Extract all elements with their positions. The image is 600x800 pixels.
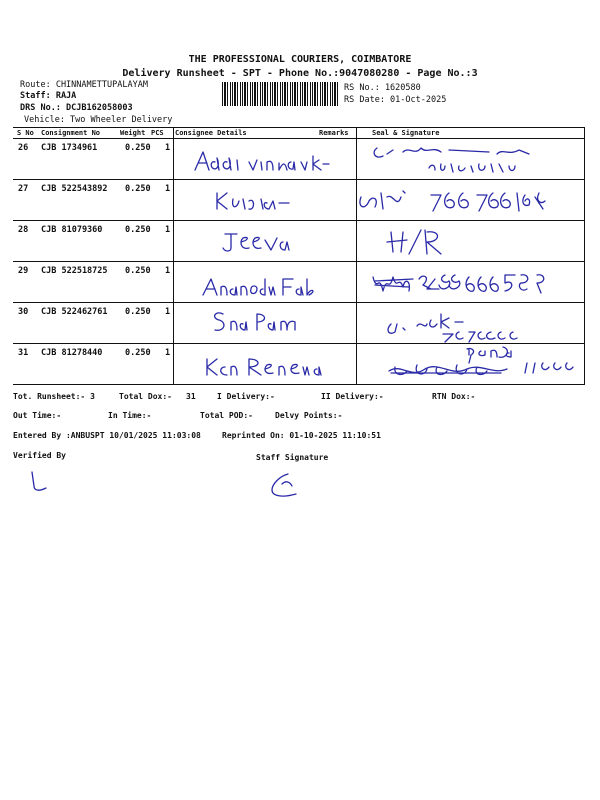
runsheet-subtitle: Delivery Runsheet - SPT - Phone No.:9047080280 - Page No.:3 bbox=[122, 68, 478, 79]
consignee-handwriting bbox=[203, 355, 333, 379]
table-row bbox=[13, 138, 585, 179]
drs-number: DRS No.: DCJB162058003 bbox=[20, 103, 133, 113]
cell-sno: 31 bbox=[18, 348, 29, 358]
header-consignment: Consignment No bbox=[41, 129, 101, 137]
seal-signature-handwriting bbox=[385, 226, 465, 256]
header-remarks: Remarks bbox=[319, 129, 349, 137]
consignee-handwriting bbox=[209, 308, 319, 334]
cell-sno: 28 bbox=[18, 225, 29, 235]
table-row bbox=[13, 220, 585, 261]
rtn-dox: RTN Dox:- bbox=[432, 392, 476, 401]
consignee-handwriting bbox=[199, 275, 319, 299]
cell-pcs: 1 bbox=[165, 225, 171, 235]
total-pod: Total POD:- bbox=[200, 411, 253, 420]
cell-pcs: 1 bbox=[165, 266, 171, 276]
cell-weight: 0.250 bbox=[125, 348, 151, 358]
cell-pcs: 1 bbox=[165, 307, 171, 317]
cell-weight: 0.250 bbox=[125, 143, 151, 153]
company-title: THE PROFESSIONAL COURIERS, COIMBATORE bbox=[188, 54, 412, 65]
table-row bbox=[13, 302, 585, 343]
entered-by: Entered By :ANBUSPT 10/01/2025 11:03:08 bbox=[13, 431, 201, 440]
cell-consignment: CJB 1734961 bbox=[41, 143, 98, 153]
cell-pcs: 1 bbox=[165, 143, 171, 153]
cell-sno: 29 bbox=[18, 266, 29, 276]
staff-signature bbox=[262, 470, 312, 502]
consignee-handwriting bbox=[191, 148, 331, 174]
header-consignee: Consignee Details bbox=[175, 129, 247, 137]
cell-consignment: CJB 81079360 bbox=[41, 225, 103, 235]
cell-consignment: CJB 522518725 bbox=[41, 266, 108, 276]
consignee-handwriting bbox=[221, 230, 301, 252]
seal-signature-handwriting bbox=[369, 267, 579, 299]
header-pcs: PCS bbox=[151, 129, 164, 137]
cell-weight: 0.250 bbox=[125, 225, 151, 235]
cell-sno: 30 bbox=[18, 307, 29, 317]
vehicle-label: Vehicle: Two Wheeler Delivery bbox=[24, 115, 173, 125]
verified-by-label: Verified By bbox=[13, 451, 66, 460]
staff-label: Staff: RAJA bbox=[20, 91, 77, 101]
first-delivery: I Delivery:- bbox=[217, 392, 275, 401]
table-row bbox=[13, 261, 585, 302]
total-dox-label: Total Dox:- bbox=[119, 392, 172, 401]
delivery-points: Delvy Points:- bbox=[275, 411, 343, 420]
cell-weight: 0.250 bbox=[125, 307, 151, 317]
rs-number: RS No.: 1620580 bbox=[344, 83, 421, 93]
table-row bbox=[13, 343, 585, 384]
out-time: Out Time:- bbox=[13, 411, 62, 420]
rs-date: RS Date: 01-Oct-2025 bbox=[344, 95, 447, 105]
reprinted-on: Reprinted On: 01-10-2025 11:10:51 bbox=[222, 431, 381, 440]
runsheet-table bbox=[13, 127, 585, 384]
seal-signature-handwriting bbox=[353, 183, 573, 217]
in-time: In Time:- bbox=[108, 411, 152, 420]
total-runsheet: Tot. Runsheet:- 3 bbox=[13, 392, 95, 401]
seal-signature-handwriting bbox=[381, 345, 581, 381]
table-row bbox=[13, 179, 585, 220]
staff-signature-label: Staff Signature bbox=[256, 453, 329, 462]
cell-weight: 0.250 bbox=[125, 184, 151, 194]
consignee-handwriting bbox=[213, 189, 293, 213]
seal-signature-handwriting bbox=[369, 142, 569, 178]
seal-signature-handwriting bbox=[383, 306, 573, 340]
cell-pcs: 1 bbox=[165, 184, 171, 194]
cell-consignment: CJB 81278440 bbox=[41, 348, 103, 358]
cell-sno: 26 bbox=[18, 143, 29, 153]
header-sno: S No bbox=[17, 129, 34, 137]
header-weight: Weight bbox=[120, 129, 146, 137]
header-seal-signature: Seal & Signature bbox=[372, 129, 440, 137]
cell-consignment: CJB 522462761 bbox=[41, 307, 108, 317]
second-delivery: II Delivery:- bbox=[321, 392, 384, 401]
route-label: Route: CHINNAMETTUPALAYAM bbox=[20, 80, 148, 90]
barcode bbox=[222, 82, 340, 106]
total-dox-value: 31 bbox=[186, 392, 196, 401]
cell-sno: 27 bbox=[18, 184, 29, 194]
cell-consignment: CJB 522543892 bbox=[41, 184, 108, 194]
cell-weight: 0.250 bbox=[125, 266, 151, 276]
cell-pcs: 1 bbox=[165, 348, 171, 358]
verifier-signature bbox=[24, 468, 54, 494]
